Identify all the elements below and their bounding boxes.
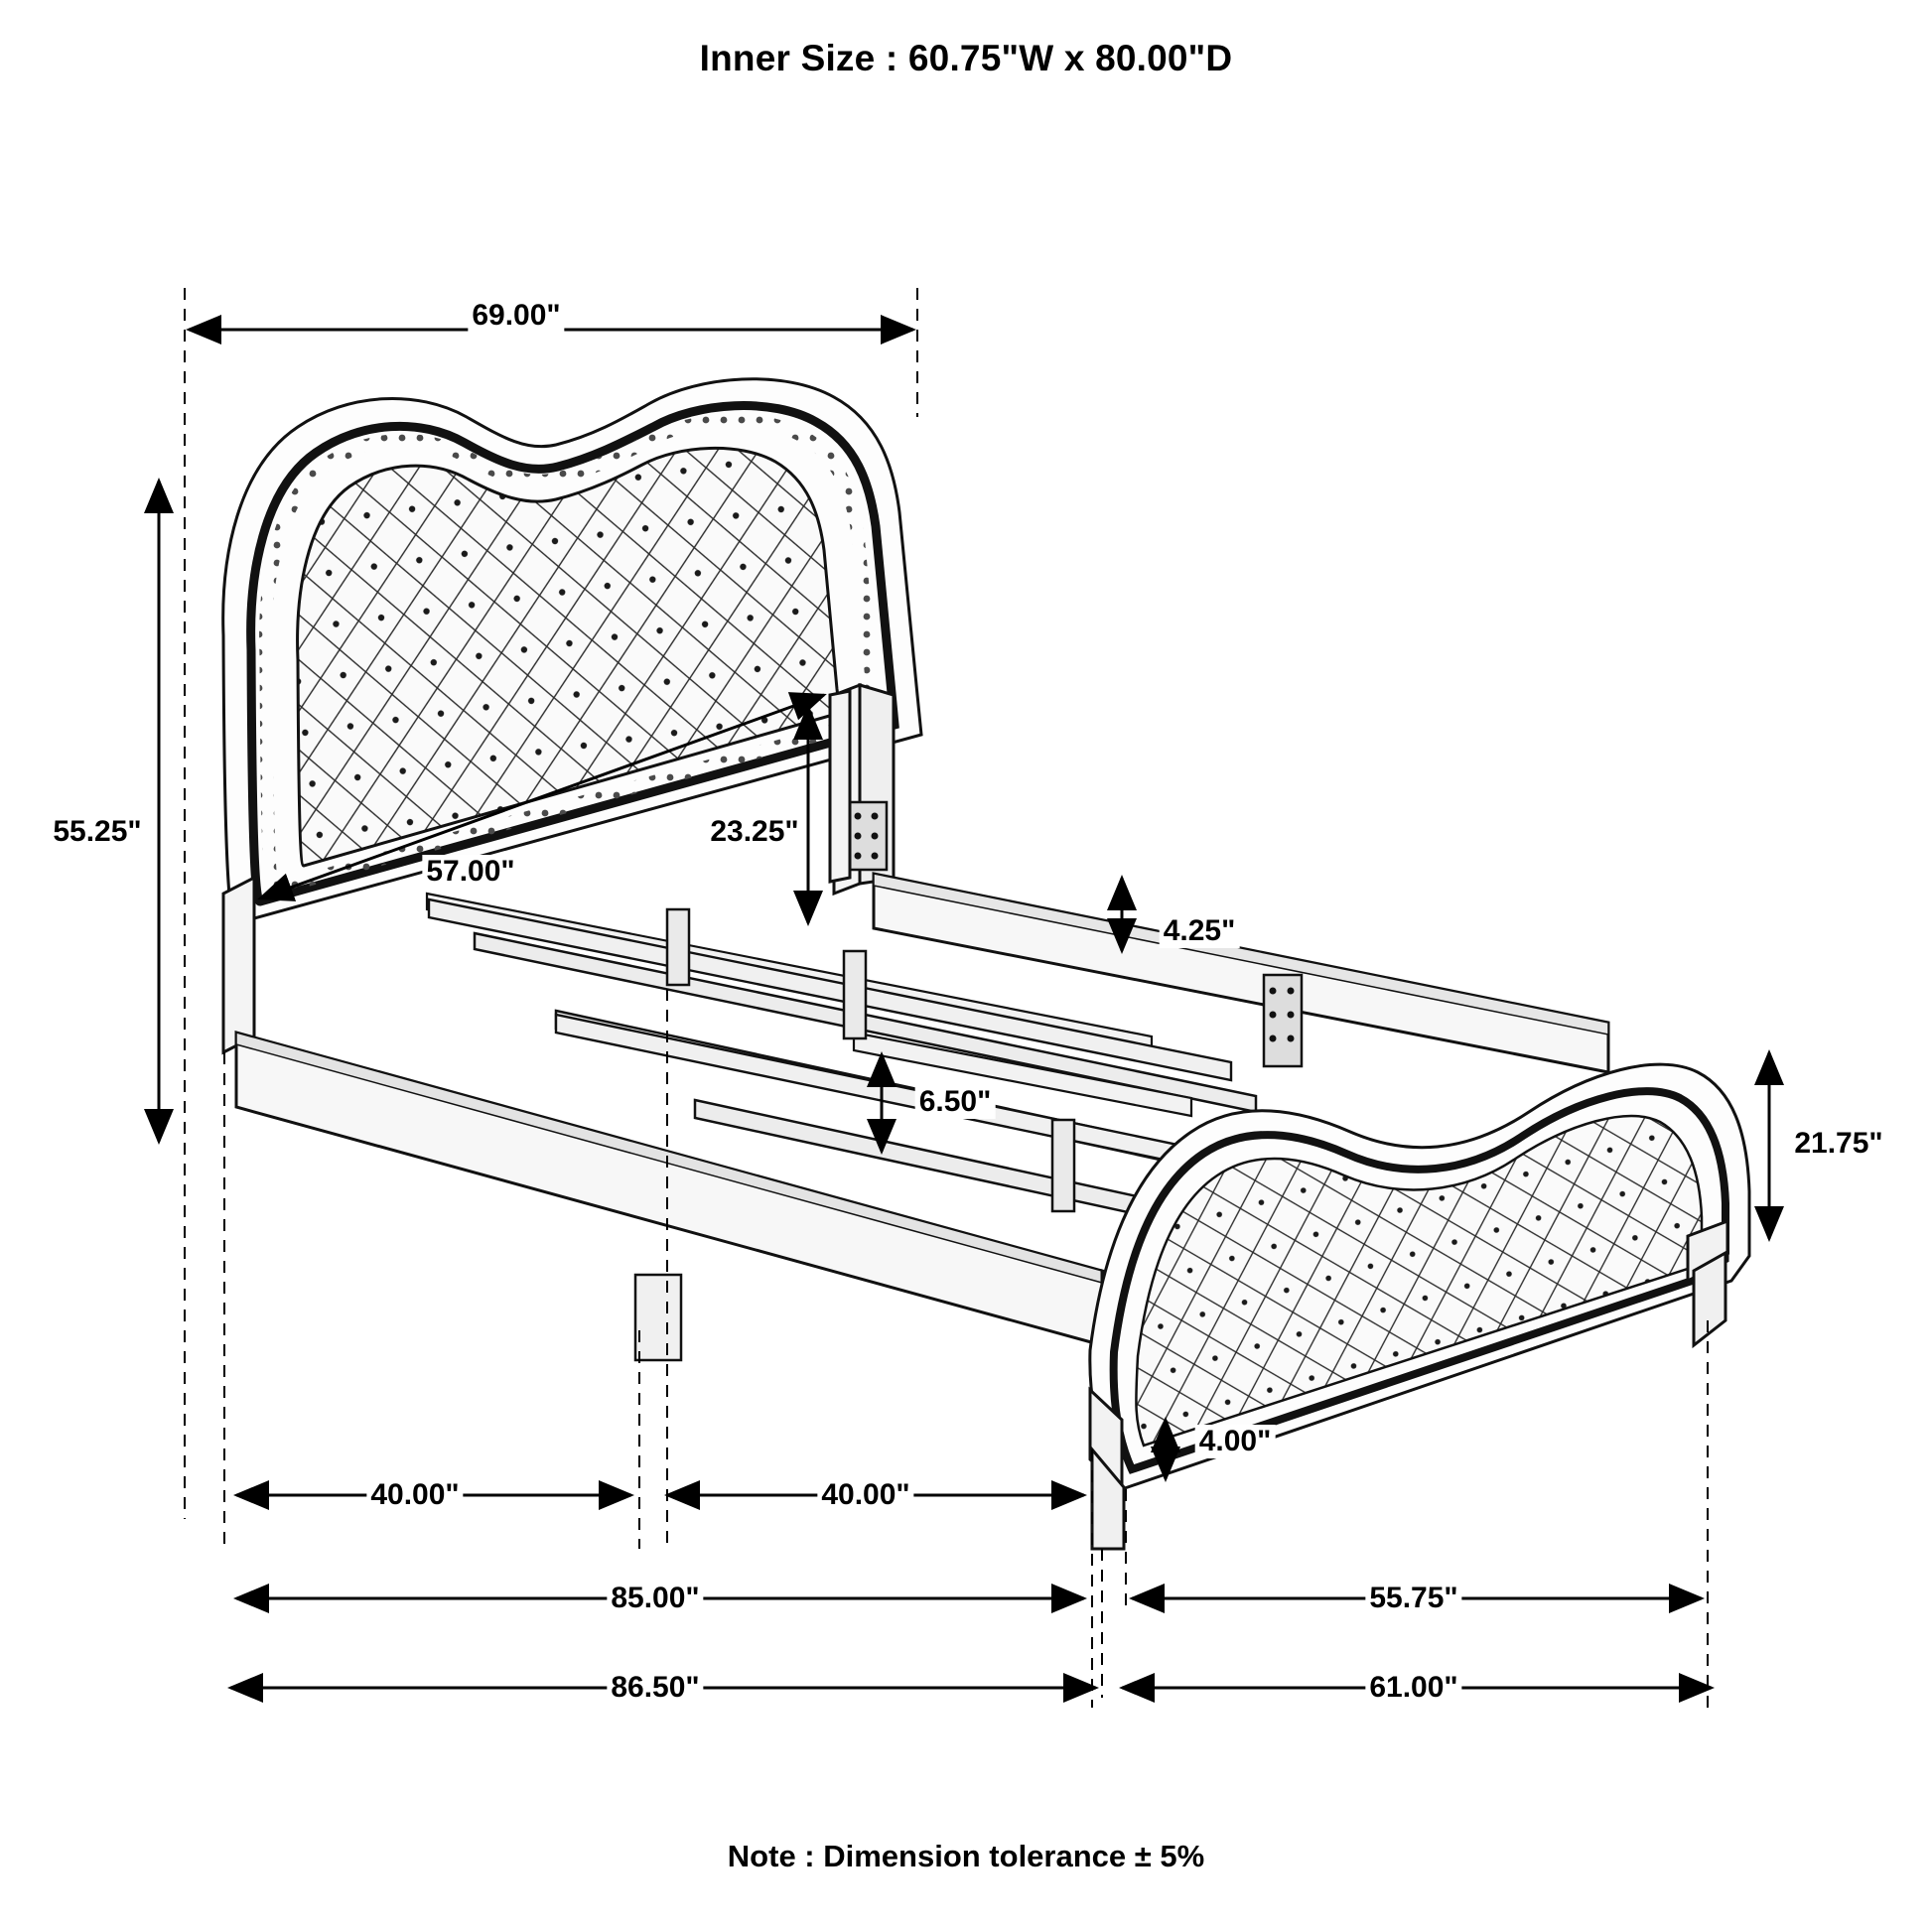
dimension-label-rail-height: 4.25" xyxy=(1160,914,1240,948)
dimension-label-rail-length: 85.00" xyxy=(607,1582,703,1615)
dimension-label-footboard-depth: 55.75" xyxy=(1365,1582,1461,1615)
dimension-label-footboard-leg-clearance: 4.00" xyxy=(1195,1425,1276,1458)
dimension-label-footboard-height: 21.75" xyxy=(1790,1127,1886,1161)
dimension-label-slat-clearance: 6.50" xyxy=(915,1085,996,1119)
dimension-label-overall-width-headboard: 69.00" xyxy=(468,299,564,333)
dimension-label-overall-depth: 61.00" xyxy=(1365,1671,1461,1705)
dimension-label-overall-height: 55.25" xyxy=(49,815,145,849)
dimension-label-overall-length: 86.50" xyxy=(607,1671,703,1705)
dimension-label-headboard-inner-width: 57.00" xyxy=(422,855,518,889)
dimension-label-leg-span-left: 40.00" xyxy=(366,1478,463,1512)
page-title: Inner Size : 60.75"W x 80.00"D xyxy=(699,38,1233,78)
dimension-label-leg-span-right: 40.00" xyxy=(817,1478,913,1512)
dimension-label-headboard-clearance: 23.25" xyxy=(706,815,802,849)
tolerance-note: Note : Dimension tolerance ± 5% xyxy=(727,1839,1205,1873)
